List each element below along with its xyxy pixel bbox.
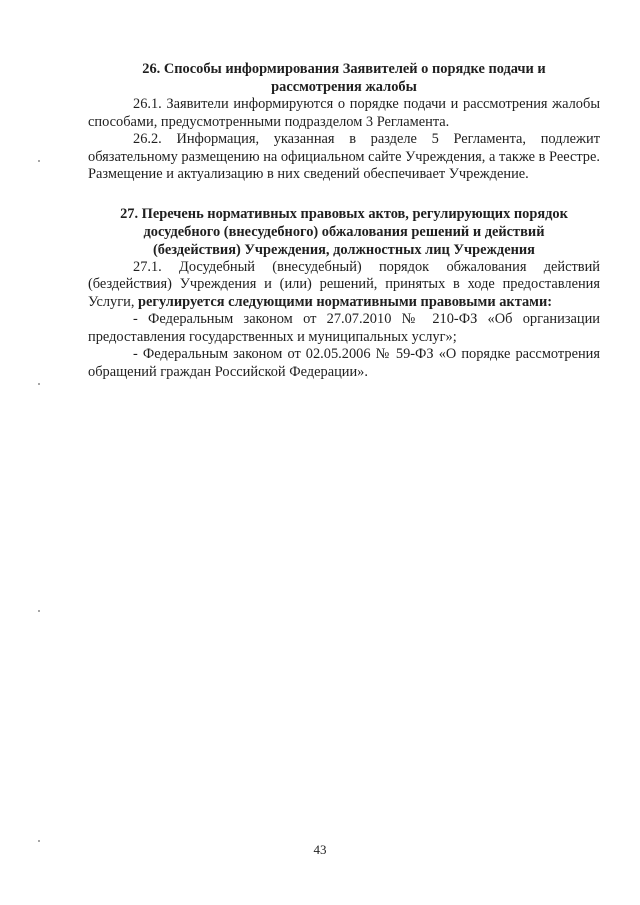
- section-spacer: [88, 184, 600, 205]
- scan-speck: [38, 383, 40, 385]
- paragraph-27-1-text: 27.1. Досудебный (внесудебный) порядок обжалования действий (бездействия) Учреждения и (или) решений, принятых в ходе предоставления Услуги,: [88, 258, 600, 310]
- section-27-heading: [88, 205, 600, 259]
- scan-speck: [38, 610, 40, 612]
- section-26: [88, 60, 600, 184]
- page-number: 43: [313, 842, 327, 857]
- section-27-heading-line-1: 27. Перечень нормативных правовых актов, регулирующих порядок: [120, 205, 568, 222]
- section-26-heading-line-2: рассмотрения жалобы: [271, 79, 417, 95]
- scan-speck: [38, 160, 40, 162]
- section-27-heading-line-3: (бездействия) Учреждения, должностных лиц Учреждения: [153, 241, 535, 258]
- paragraph-26-2: 26.2. Информация, указанная в разделе 5 Регламента, подлежит обязательному размещению на официальном сайте Учреждения, а также в Реестре. Размещение и актуализацию в них сведений обеспечивает Учреждение.: [88, 131, 600, 182]
- section-26-heading-line-1: 26. Способы информирования Заявителей о порядке подачи и: [142, 61, 546, 77]
- section-27-heading-line-2: досудебного (внесудебного) обжалования решений и действий: [143, 223, 545, 240]
- list-item-law-210: - Федеральным законом от 27.07.2010 № 210-ФЗ «Об организации предоставления государственных и муниципальных услуг»;: [88, 311, 600, 345]
- section-27: [88, 205, 600, 382]
- paragraph-27-1-bold: регулируется следующими нормативными правовыми актами:: [138, 293, 553, 310]
- section-26-heading: [88, 60, 600, 96]
- paragraph-26-1: 26.1. Заявители информируются о порядке подачи и рассмотрения жалобы способами, предусмотренными подразделом 3 Регламента.: [88, 96, 600, 130]
- document-body: [88, 60, 600, 381]
- paragraph-27-1: [88, 259, 600, 312]
- list-item-law-59: - Федеральным законом от 02.05.2006 № 59-ФЗ «О порядке рассмотрения обращений граждан Российской Федерации».: [88, 346, 600, 380]
